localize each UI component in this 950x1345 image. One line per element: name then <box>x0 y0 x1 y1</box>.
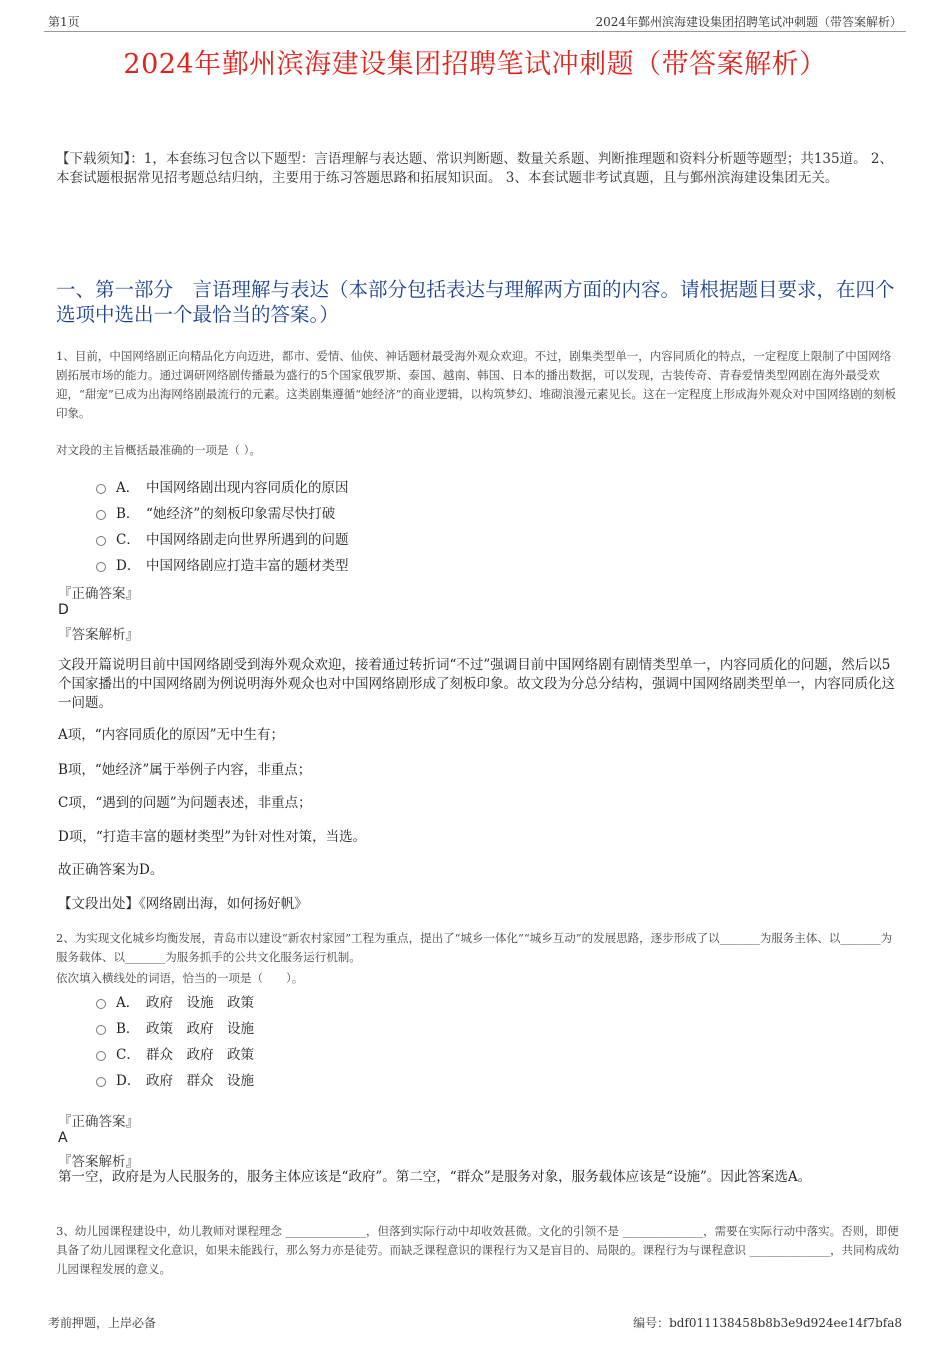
q2-option-b[interactable] <box>96 1014 254 1040</box>
q1-analysis-summary: 文段开篇说明目前中国网络剧受到海外观众欢迎，接着通过转折词“不过”强调目前中国网络剧有剧情类型单一，内容同质化的问题，然后以5个国家播出的中国网络剧为例说明海外观众也对中国网络剧形成了刻板印象。故文段为分总分结构，强调中国网络剧类型单一，内容同质化这一问题。 <box>58 657 895 711</box>
radio-icon[interactable] <box>96 1077 106 1087</box>
header-divider <box>44 31 906 32</box>
q1-source: 【文段出处】《网络剧出海，如何扬好帆》 <box>58 896 308 912</box>
option-text: “她经济”的刻板印象需尽快打破 <box>146 506 336 522</box>
q3-passage: 3、幼儿园课程建设中，幼儿教师对课程理念 ______________，但落到实际行动中却收效甚微。文化的引领不是 ______________，需要在实际行动中落实。否则，即便具备了幼儿园课程文化意识，如果未能践行，那么努力亦是徒劳。而缺乏课程意识的课程行为又是盲目的、局限的。课程行为与课程意识 ______________，共同构成幼儿园课程发展的意义。 <box>56 1224 900 1276</box>
download-notice: 【下载须知】：1，本套练习包含以下题型：言语理解与表达题、常识判断题、数量关系题、判断推理题和资料分析题等题型；共135道。 2、本套试题根据常见招考题总结归纳，主要用于练习答题思路和拓展知识面。 3、本套试题非考试真题，且与鄞州滨海建设集团无关。 <box>56 151 893 186</box>
option-letter: C． <box>116 1047 140 1063</box>
page-title: 2024年鄞州滨海建设集团招聘笔试冲刺题（带答案解析） <box>123 49 827 80</box>
q1-options <box>96 473 349 577</box>
q1-analysis-label: 『答案解析』 <box>58 627 139 643</box>
q2-answer: A <box>58 1130 68 1146</box>
q1-option-d[interactable] <box>96 551 349 577</box>
footer-doc-id: 编号：bdf011138458b8b3e9d924ee14f7bfa8 <box>633 1316 902 1330</box>
footer-slogan: 考前押题，上岸必备 <box>48 1316 157 1330</box>
q2-option-d[interactable] <box>96 1066 254 1092</box>
q2-analysis-label: 『答案解析』 <box>58 1154 139 1170</box>
option-letter: B． <box>116 506 140 522</box>
radio-icon[interactable] <box>96 510 106 520</box>
radio-icon[interactable] <box>96 562 106 572</box>
option-letter: A． <box>116 480 140 496</box>
q1-conclusion: 故正确答案为D。 <box>58 862 164 878</box>
q1-analysis-b: B项，“她经济”属于举例子内容，非重点； <box>58 762 312 778</box>
q1-option-b[interactable] <box>96 499 349 525</box>
option-text: 中国网络剧走向世界所遇到的问题 <box>146 532 349 548</box>
option-letter: B． <box>116 1021 140 1037</box>
option-text: 中国网络剧出现内容同质化的原因 <box>146 480 349 496</box>
option-letter: D． <box>116 558 141 574</box>
q1-option-c[interactable] <box>96 525 349 551</box>
option-text: 政府 设施 政策 <box>146 995 254 1011</box>
q1-answer: D <box>58 602 69 618</box>
q2-option-c[interactable] <box>96 1040 254 1066</box>
radio-icon[interactable] <box>96 484 106 494</box>
q2-question: 依次填入横线处的词语，恰当的一项是（ ）。 <box>56 971 304 985</box>
option-text: 中国网络剧应打造丰富的题材类型 <box>146 558 349 574</box>
q2-passage: 2、为实现文化城乡均衡发展，青岛市以建设“新农村家园”工程为重点，提出了“城乡一体化”“城乡互动”的发展思路，逐步形成了以_______为服务主体、以_______为服务载体、以_______为服务抓手的公共文化服务运行机制。 <box>56 931 893 964</box>
radio-icon[interactable] <box>96 536 106 546</box>
q1-question: 对文段的主旨概括最准确的一项是（ ）。 <box>56 443 261 457</box>
q1-analysis-c: C项，“遇到的问题”为问题表述，非重点； <box>58 795 312 811</box>
option-text: 政策 政府 设施 <box>146 1021 254 1037</box>
radio-icon[interactable] <box>96 999 106 1009</box>
page-number: 第1页 <box>48 15 80 29</box>
q1-passage: 1、目前，中国网络剧正向精品化方向迈进，都市、爱情、仙侠、神话题材最受海外观众欢迎。不过，剧集类型单一，内容同质化的特点，一定程度上限制了中国网络剧拓展市场的能力。通过调研网络剧传播最为盛行的5个国家俄罗斯、泰国、越南、韩国、日本的播出数据，可以发现，古装传奇、青春爱情类型网剧在海外最受欢迎，“甜宠”已成为出海网络剧最流行的元素。这类剧集遵循“她经济”的商业逻辑，以构筑梦幻、堆砌浪漫元素见长。这在一定程度上形成海外观众对中国网络剧的刻板印象。 <box>56 349 897 420</box>
q1-answer-label: 『正确答案』 <box>58 586 139 602</box>
option-text: 政府 群众 设施 <box>146 1073 254 1089</box>
section-heading: 一、第一部分 言语理解与表达（本部分包括表达与理解两方面的内容。请根据题目要求，在四个选项中选出一个最恰当的答案。） <box>56 278 895 326</box>
q1-analysis-a: A项，“内容同质化的原因”无中生有； <box>58 727 285 743</box>
radio-icon[interactable] <box>96 1051 106 1061</box>
radio-icon[interactable] <box>96 1025 106 1035</box>
q1-option-a[interactable] <box>96 473 349 499</box>
header-doc-title: 2024年鄞州滨海建设集团招聘笔试冲刺题（带答案解析） <box>595 15 902 29</box>
option-text: 群众 政府 政策 <box>146 1047 254 1063</box>
option-letter: D． <box>116 1073 141 1089</box>
q2-options <box>96 988 254 1092</box>
option-letter: A． <box>116 995 140 1011</box>
q2-analysis: 第一空，政府是为人民服务的，服务主体应该是“政府”。第二空，“群众”是服务对象，服务载体应该是“设施”。因此答案选A。 <box>58 1169 812 1185</box>
q2-answer-label: 『正确答案』 <box>58 1114 139 1130</box>
q2-option-a[interactable] <box>96 988 254 1014</box>
option-letter: C． <box>116 532 140 548</box>
q1-analysis-d: D项，“打造丰富的题材类型”为针对性对策，当选。 <box>58 829 367 845</box>
